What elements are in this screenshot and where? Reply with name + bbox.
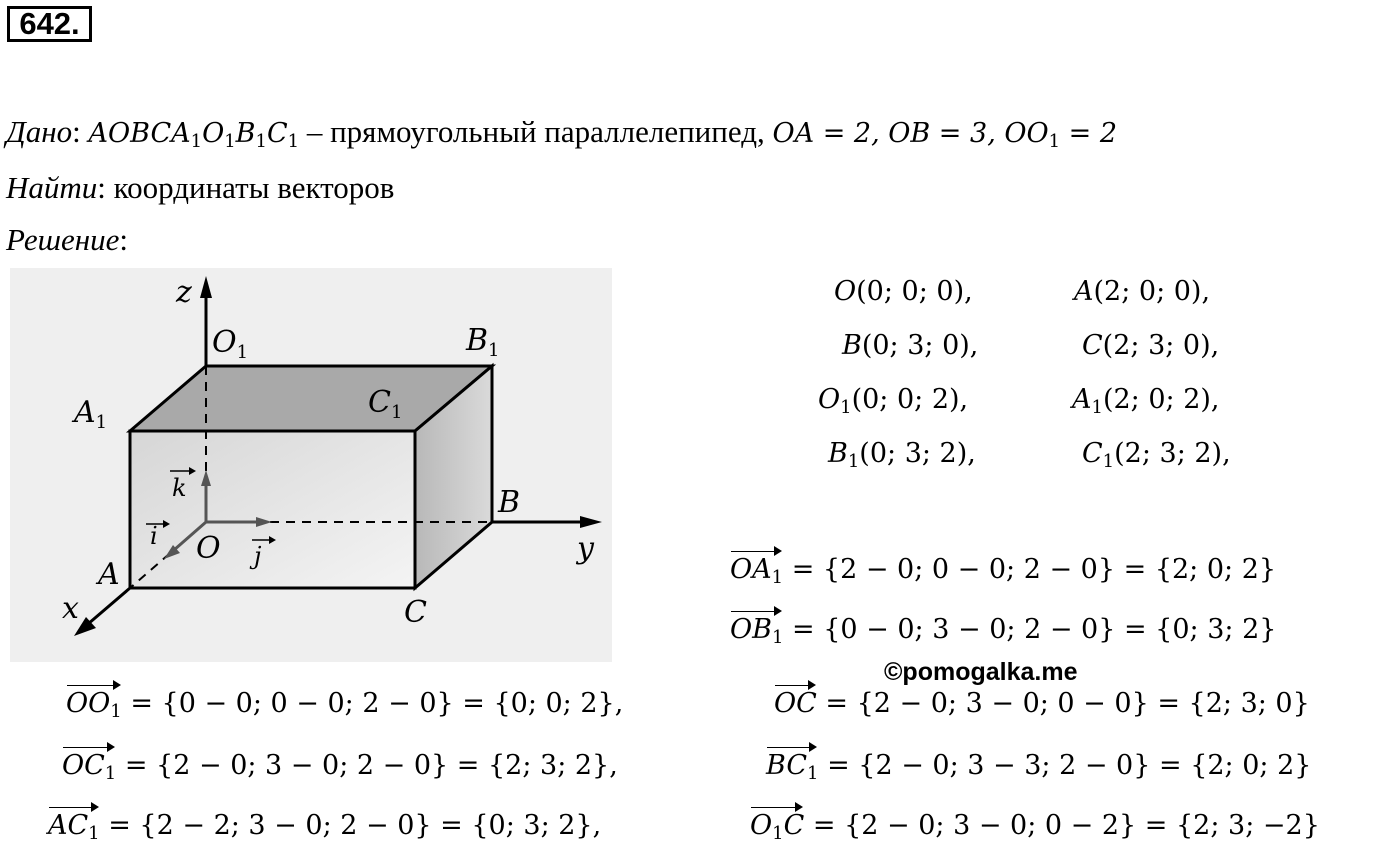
point-A1: $A_1(2$; 0; 2), xyxy=(1072,384,1220,418)
find-line: Найти: координаты векторов xyxy=(6,170,395,205)
vector-OA1: $OA_1 = \{2 - 0$; 0 − 0; 2 − 0} = {2; 0; 2} xyxy=(730,550,1276,588)
label-A: A xyxy=(98,557,120,592)
vector-OO1: $OO_1 = \{0 - 0$; 0 − 0; 2 − 0} = {0; 0; 2}, xyxy=(66,684,623,722)
label-y: y xyxy=(577,531,594,566)
given-text: прямоугольный параллелепипед, xyxy=(330,114,765,149)
point-C: C(2; 3; 0), xyxy=(1082,330,1220,361)
solution-label: Решение xyxy=(6,222,120,257)
label-z: z xyxy=(176,275,192,310)
label-C1: $C_1$ xyxy=(368,385,403,423)
label-j: j xyxy=(254,542,262,570)
point-B: B(0; 3; 0), xyxy=(842,330,979,361)
given-label: Дано xyxy=(6,114,73,149)
vector-OB1: $OB_1 = \{0 - 0$; 3 − 0; 2 − 0} = {0; 3; 2} xyxy=(730,610,1276,648)
point-A: A(2; 0; 0), xyxy=(1074,276,1211,307)
label-x: x xyxy=(62,591,79,626)
label-C: C xyxy=(404,595,427,630)
parallelepiped-figure xyxy=(10,268,612,662)
vector-OC: OC = {2 − 0; 3 − 0; 0 − 0} = {2; 3; 0} xyxy=(774,684,1310,722)
front-face xyxy=(130,431,415,588)
label-O: O xyxy=(196,531,221,566)
point-C1: $C_1(2$; 3; 2), xyxy=(1082,438,1231,472)
find-text: координаты векторов xyxy=(113,170,395,205)
given-line: Дано: $AOBCA_1O_1B_1C_1$ – прямоугольный параллелепипед, OA = 2, OB = 3, $OO_1 = 2$ xyxy=(6,114,1118,152)
solution-line: Решение: xyxy=(6,222,128,257)
label-k: k xyxy=(172,474,187,502)
label-B: B xyxy=(498,485,521,520)
find-label: Найти xyxy=(6,170,98,205)
watermark: ©pomogalka.me xyxy=(884,658,1078,686)
label-A1: $A_1$ xyxy=(74,395,108,433)
label-i: i xyxy=(150,522,158,550)
given-conditions: OA = 2, OB = 3, $OO_1 = 2$ xyxy=(772,118,1118,152)
label-O1: $O_1$ xyxy=(212,325,249,363)
vector-BC1: $BC_1 = \{2 - 0$; 3 − 3; 2 − 0} = {2; 0; 2} xyxy=(766,746,1311,784)
label-B1: $B_1$ xyxy=(466,323,500,361)
point-B1: $B_1(0$; 3; 2), xyxy=(828,438,976,472)
figure-name: $AOBCA_1O_1B_1C_1$ xyxy=(88,118,300,152)
point-O1: $O_1(0$; 0; 2), xyxy=(818,384,969,418)
point-O: O(0; 0; 0), xyxy=(834,276,973,307)
vector-OC1: $OC_1 = \{2 - 0$; 3 − 0; 2 − 0} = {2; 3; 2}, xyxy=(62,746,618,784)
vector-AC1: $AC_1 = \{2 - 2$; 3 − 0; 2 − 0} = {0; 3; 2}, xyxy=(48,806,601,844)
problem-number: 642. xyxy=(7,6,92,42)
vector-O1C: $O_1C = \{2 - 0$; 3 − 0; 0 − 2} = {2; 3; −2} xyxy=(750,806,1320,844)
